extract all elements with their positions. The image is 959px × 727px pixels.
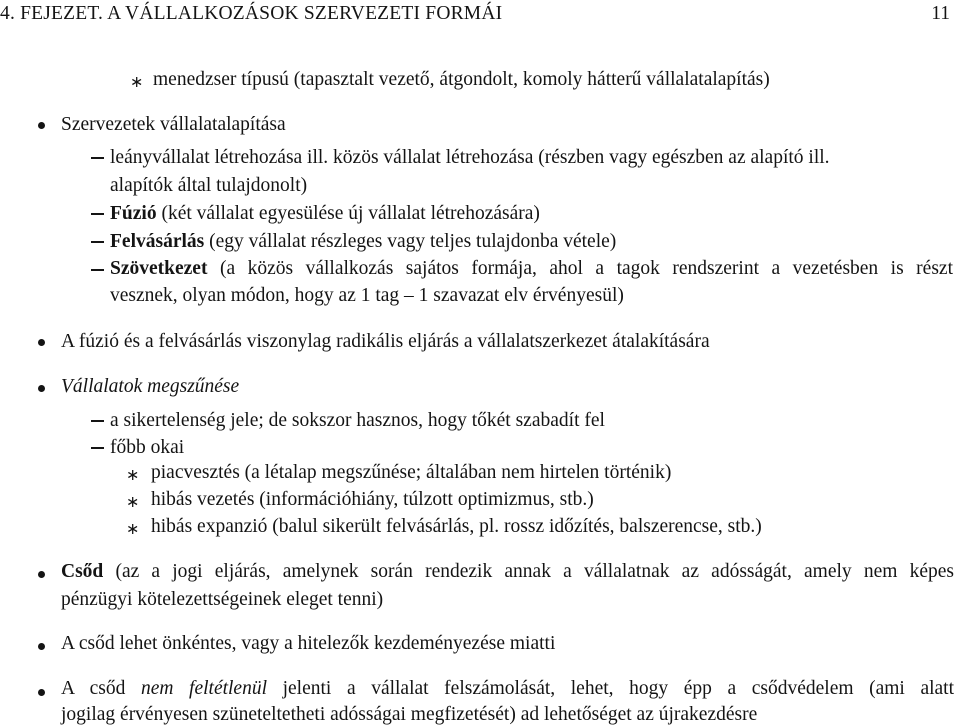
chapter-title: 4. FEJEZET. A VÁLLALKOZÁSOK SZERVEZETI FORMÁI xyxy=(0,3,503,24)
term-fuzio-description: (két vállalat egyesülése új vállalat létrehozására) xyxy=(156,203,540,224)
term-felvasarlas-description: (egy vállalat részleges vagy teljes tulajdonba vétele) xyxy=(204,231,617,252)
list-item: hibás expanzió (balul sikerült felvásárlás, pl. rossz időzítés, balszerencse, stb.) xyxy=(151,516,762,537)
italic-heading: Vállalatok megszűnése xyxy=(61,376,240,397)
list-item xyxy=(110,257,953,281)
list-item: hibás vezetés (információhiány, túlzott optimizmus, stb.) xyxy=(151,489,594,510)
bullet-icon xyxy=(38,689,45,696)
star-bullet-icon: ∗ xyxy=(126,465,140,484)
list-item: A csőd lehet önkéntes, vagy a hitelezők kezdeményezése miatti xyxy=(61,633,556,654)
term-csod-description: (az a jogi eljárás, amelynek során rendezik annak a vállalatnak az adósságát, amely nem képes xyxy=(103,561,954,582)
term-szovetkezet-description: (a közös vállalkozás sajátos formája, ahol a tagok rendszerint a vezetésben is részt xyxy=(207,258,953,279)
list-item xyxy=(110,202,540,226)
list-item: a sikertelenség jele; de sokszor hasznos, hogy tőkét szabadít fel xyxy=(110,410,605,431)
list-item: Szervezetek vállalatalapítása xyxy=(61,114,286,135)
text-segment: jelenti a vállalat felszámolását, lehet, hogy épp a csődvédelem (ami alatt xyxy=(267,678,955,699)
list-item: A fúzió és a felvásárlás viszonylag radikális eljárás a vállalatszerkezet átalakítására xyxy=(61,331,710,352)
dash-icon xyxy=(91,213,104,215)
text-segment: A csőd xyxy=(61,678,141,699)
dash-icon xyxy=(91,241,104,243)
italic-emphasis: nem feltétlenül xyxy=(140,678,268,699)
list-item xyxy=(110,230,616,254)
dash-icon xyxy=(91,269,104,271)
list-item: piacvesztés (a létalap megszűnése; általában nem hirtelen történik) xyxy=(151,462,672,483)
list-item: leányvállalat létrehozása ill. közös vállalat létrehozása (részben vagy egészben az alapító ill. xyxy=(110,147,830,168)
list-item-continuation: vesznek, olyan módon, hogy az 1 tag – 1 szavazat elv érvényesül) xyxy=(110,285,624,306)
list-item xyxy=(61,677,954,701)
term-csod: Csőd xyxy=(61,561,104,582)
list-item xyxy=(61,560,954,584)
star-bullet-icon: ∗ xyxy=(130,72,144,91)
star-bullet-icon: ∗ xyxy=(126,519,140,538)
star-bullet-icon: ∗ xyxy=(126,492,140,511)
bullet-icon xyxy=(38,339,45,346)
list-item-continuation: jogilag érvényesen szüneteltetheti adósságai megfizetését) ad lehetőséget az újrakezdésre xyxy=(61,704,758,725)
list-item: főbb okai xyxy=(110,437,185,458)
bullet-icon xyxy=(38,571,45,578)
term-szovetkezet: Szövetkezet xyxy=(110,258,208,279)
dash-icon xyxy=(91,420,104,422)
term-fuzio: Fúzió xyxy=(110,203,157,224)
bullet-icon xyxy=(38,385,45,392)
bullet-icon xyxy=(38,643,45,650)
section-heading xyxy=(61,375,239,399)
dash-icon xyxy=(91,447,104,449)
list-item-continuation: pénzügyi kötelezettségeinek eleget tenni) xyxy=(61,589,384,610)
list-item-continuation: alapítók által tulajdonolt) xyxy=(110,175,308,196)
term-felvasarlas: Felvásárlás xyxy=(110,231,205,252)
page-number: 11 xyxy=(931,3,950,24)
bullet-icon xyxy=(38,122,45,129)
dash-icon xyxy=(91,157,104,159)
list-item: menedzser típusú (tapasztalt vezető, átgondolt, komoly hátterű vállalatalapítás) xyxy=(153,69,770,90)
